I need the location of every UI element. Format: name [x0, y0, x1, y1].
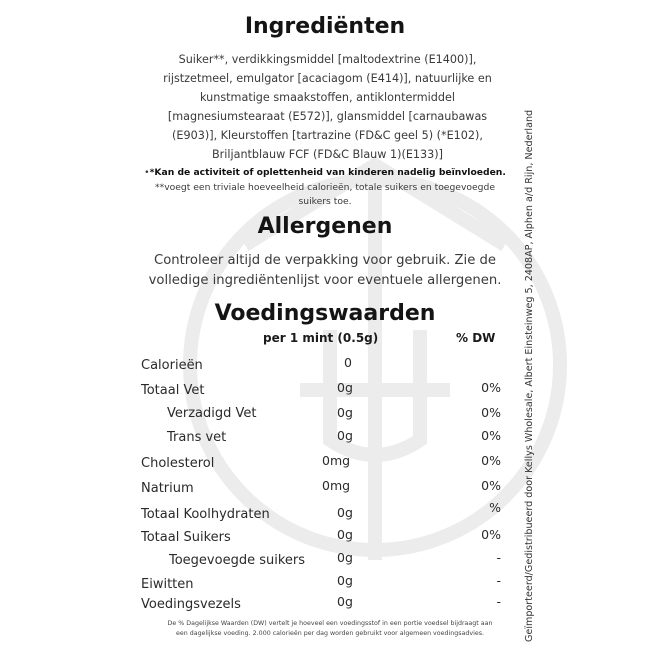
nutrient-label: Totaal Suikers — [141, 530, 231, 545]
trivial-note-line: **voegt een triviale hoeveelheid calorieën, totale suikers en toegevoegde — [155, 181, 495, 193]
footnote-line: een dagelijkse voeding. 2.000 calorieën per dag worden gebruikt voor algemeen voedingsadvies. — [175, 630, 485, 637]
nutrient-amount: 0mg — [322, 478, 351, 493]
nutrient-amount: 0g — [337, 550, 353, 565]
nutrient-label: Totaal Vet — [141, 383, 205, 398]
nutrient-amount: 0g — [337, 405, 353, 420]
nutrition-row — [0, 594, 650, 619]
nutrition-row — [0, 550, 650, 575]
nutrient-label: Calorieën — [141, 358, 203, 373]
footnote-line: De % Dagelijkse Waarden (DW) vertelt je hoeveel een voedingsstof in een portie voedsel bijdraagt aan — [167, 620, 493, 627]
ingredients-warning — [120, 166, 530, 210]
nutrition-row — [0, 355, 650, 380]
nutrient-label: Verzadigd Vet — [167, 406, 257, 421]
nutrient-dw: 0% — [481, 380, 501, 395]
ingredients-list — [150, 50, 505, 164]
ingredients-line: Suiker**, verdikkingsmiddel [maltodextrine (E1400)], — [178, 53, 477, 66]
allergens-text — [130, 251, 520, 290]
allergens-line: Controleer altijd de verpakking voor gebruik. Zie de — [153, 253, 496, 268]
serving-size-header: per 1 mint (0.5g) — [263, 331, 379, 345]
nutrition-row — [0, 500, 650, 529]
distributor-text: Geïmporteerd/Gedistribueerd door Kellys Wholesale, Albert Einsteinweg 5, 2408AP, Alphen a/d Rijn, Nederland — [524, 109, 535, 642]
nutrient-amount: 0g — [337, 527, 353, 542]
dw-footnote — [140, 619, 520, 639]
nutrient-label: Natrium — [141, 481, 194, 496]
nutrition-heading: Voedingswaarden — [214, 301, 436, 326]
warning-bullet: • — [144, 167, 150, 178]
nutrient-dw: 0% — [481, 428, 501, 443]
nutrient-dw: 0% — [481, 405, 501, 420]
ingredients-line: rijstzetmeel, emulgator [acaciagom (E414)], natuurlijke en — [163, 72, 492, 85]
nutrient-dw: - — [496, 573, 501, 588]
nutrition-row — [0, 478, 650, 503]
allergens-heading: Allergenen — [257, 214, 393, 239]
nutrient-dw: - — [496, 550, 501, 565]
nutrient-dw: 0% — [481, 453, 501, 468]
ingredients-heading: Ingrediënten — [244, 14, 406, 39]
nutrition-row — [0, 406, 650, 428]
nutrient-amount: 0g — [337, 380, 353, 395]
nutrient-amount: 0 — [344, 355, 352, 370]
dw-header: % DW — [456, 331, 496, 345]
nutrient-dw: 0% — [481, 527, 501, 542]
nutrient-label: Voedingsvezels — [141, 597, 241, 612]
nutrient-amount: 0g — [337, 505, 353, 520]
nutrient-amount: 0g — [337, 573, 353, 588]
nutrient-amount: 0mg — [322, 453, 351, 468]
nutrition-row — [0, 573, 650, 599]
ingredients-line: [magnesiumstearaat (E572)], glansmiddel [carnaubawas — [167, 110, 488, 123]
nutrition-row — [0, 430, 650, 452]
nutrient-label: Cholesterol — [141, 456, 215, 471]
nutrient-label: Trans vet — [167, 430, 227, 445]
nutrient-amount: 0g — [337, 428, 353, 443]
nutrient-label: Toegevoegde suikers — [169, 553, 306, 568]
nutrient-amount: 0g — [337, 594, 353, 609]
nutrient-dw: - — [496, 594, 501, 609]
ingredients-line: (E903)], Kleurstoffen [tartrazine (FD&C geel 5) (*E102), — [172, 129, 483, 142]
trivial-note-line: suikers toe. — [298, 196, 352, 207]
allergens-line: volledige ingrediëntenlijst voor eventuele allergenen. — [148, 272, 502, 288]
warning-text: *Kan de activiteit of oplettenheid van kinderen nadelig beïnvloeden. — [149, 167, 506, 178]
nutrient-dw: 0% — [481, 478, 501, 493]
ingredients-line: Briljantblauw FCF (FD&C Blauw 1)(E133)] — [212, 148, 443, 161]
ingredients-line: kunstmatige smaakstoffen, antiklontermiddel — [200, 91, 455, 104]
nutrient-label: Eiwitten — [141, 577, 194, 592]
nutrition-row — [0, 453, 650, 478]
nutrition-row — [0, 380, 650, 405]
nutrient-dw: % — [489, 500, 501, 515]
nutrition-row — [0, 527, 650, 552]
nutrient-label: Totaal Koolhydraten — [141, 507, 270, 522]
